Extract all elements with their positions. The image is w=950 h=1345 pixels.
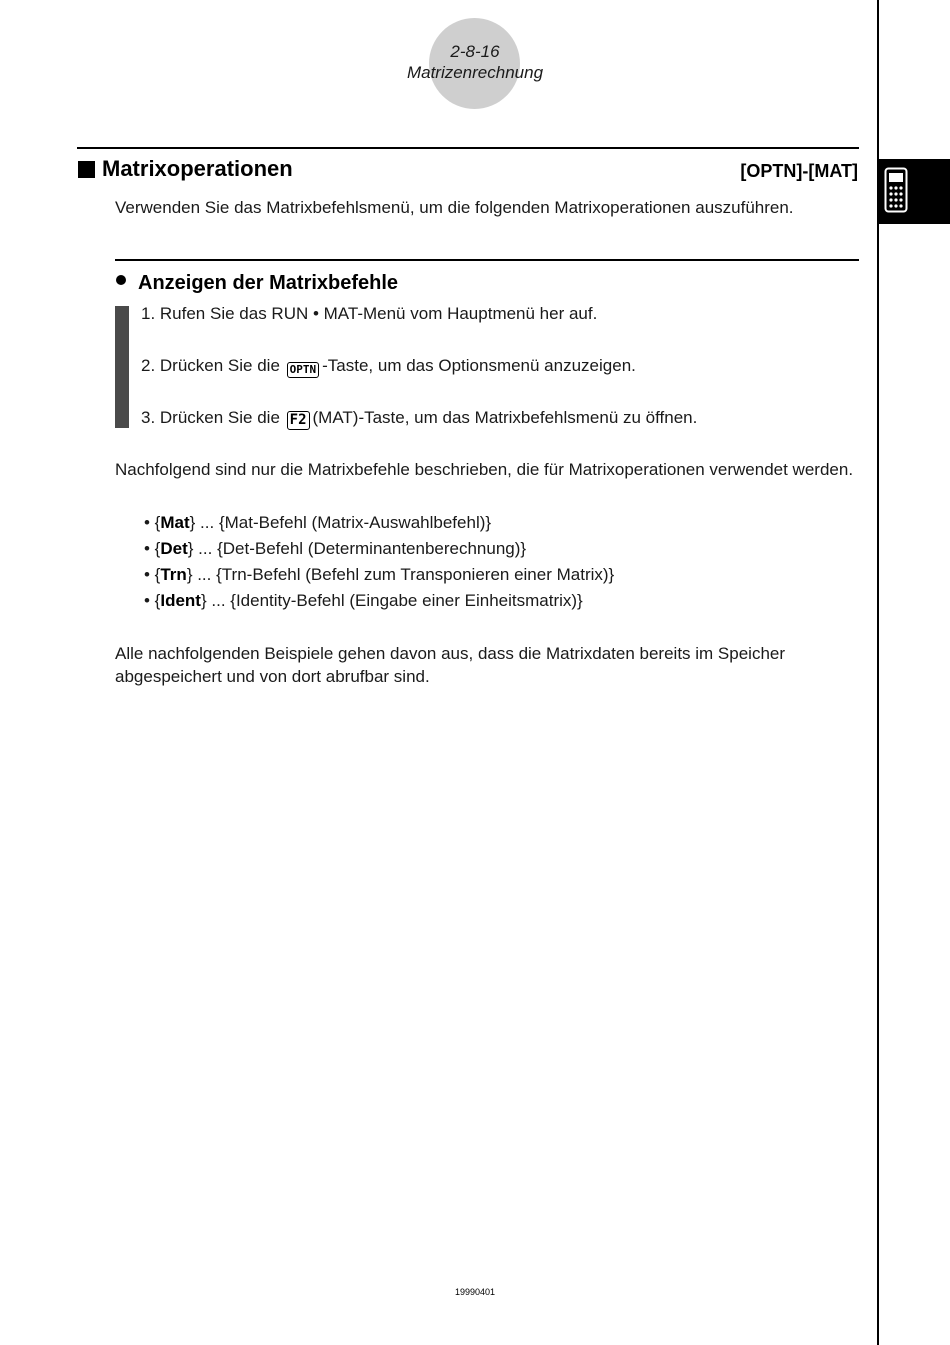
page-number: 2-8-16 xyxy=(450,42,500,61)
steps-bar xyxy=(115,306,129,428)
command-description: {Mat-Befehl (Matrix-Auswahlbefehl)} xyxy=(218,513,492,532)
command-item: • {Trn} ... {Trn-Befehl (Befehl zum Transponieren einer Matrix)} xyxy=(144,565,615,584)
step-1 xyxy=(141,304,597,324)
note-paragraph: Alle nachfolgenden Beispiele gehen davon aus, dass die Matrixdaten bereits im Speicher abgespeichert und von dort abrufbar sind. xyxy=(115,644,786,686)
step-3-suffix: (MAT)-Taste, um das Matrixbefehlsmenü zu öffnen. xyxy=(312,408,698,427)
step-3-text: 3. Drücken Sie die xyxy=(141,408,280,427)
command-description: {Identity-Befehl (Eingabe einer Einheitsmatrix)} xyxy=(230,591,583,610)
command-item: • {Det} ... {Det-Befehl (Determinantenberechnung)} xyxy=(144,539,527,558)
subsection-bullet xyxy=(116,275,126,285)
section-square-marker xyxy=(78,161,95,178)
subsection-rule xyxy=(115,259,859,261)
description-paragraph: Nachfolgend sind nur die Matrixbefehle beschrieben, die für Matrixoperationen verwendet werden. xyxy=(115,460,854,479)
chapter-side-tab xyxy=(877,159,950,224)
section-heading: Matrixoperationen xyxy=(102,156,293,181)
calculator-icon xyxy=(884,167,908,213)
step-1-text: 1. Rufen Sie das RUN • MAT-Menü vom Hauptmenü her auf. xyxy=(141,304,598,323)
command-item: • {Ident} ... {Identity-Befehl (Eingabe einer Einheitsmatrix)} xyxy=(144,591,583,610)
subsection-heading: Anzeigen der Matrixbefehle xyxy=(138,272,399,294)
command-description: {Det-Befehl (Determinantenberechnung)} xyxy=(217,539,527,558)
key-path: [OPTN]-[MAT] xyxy=(740,161,858,181)
section-top-rule xyxy=(77,147,859,149)
optn-key-icon: OPTN xyxy=(287,362,320,378)
chapter-title: Matrizenrechnung xyxy=(406,63,544,82)
step-2-text: 2. Drücken Sie die xyxy=(141,356,280,375)
step-2 xyxy=(141,356,636,378)
section-intro: Verwenden Sie das Matrixbefehlsmenü, um die folgenden Matrixoperationen auszuführen. xyxy=(115,198,794,217)
command-item: • {Mat} ... {Mat-Befehl (Matrix-Auswahlbefehl)} xyxy=(144,513,492,532)
command-list xyxy=(144,510,614,614)
command-name: Trn xyxy=(160,565,187,584)
step-2-suffix: -Taste, um das Optionsmenü anzuzeigen. xyxy=(322,356,636,375)
command-description: {Trn-Befehl (Befehl zum Transponieren einer Matrix)} xyxy=(216,565,615,584)
command-name: Ident xyxy=(160,591,201,610)
command-name: Det xyxy=(160,539,188,558)
step-3 xyxy=(141,408,697,430)
command-name: Mat xyxy=(160,513,190,532)
f2-key-icon: F2 xyxy=(287,411,310,430)
footer-code: 19990401 xyxy=(454,1287,496,1297)
